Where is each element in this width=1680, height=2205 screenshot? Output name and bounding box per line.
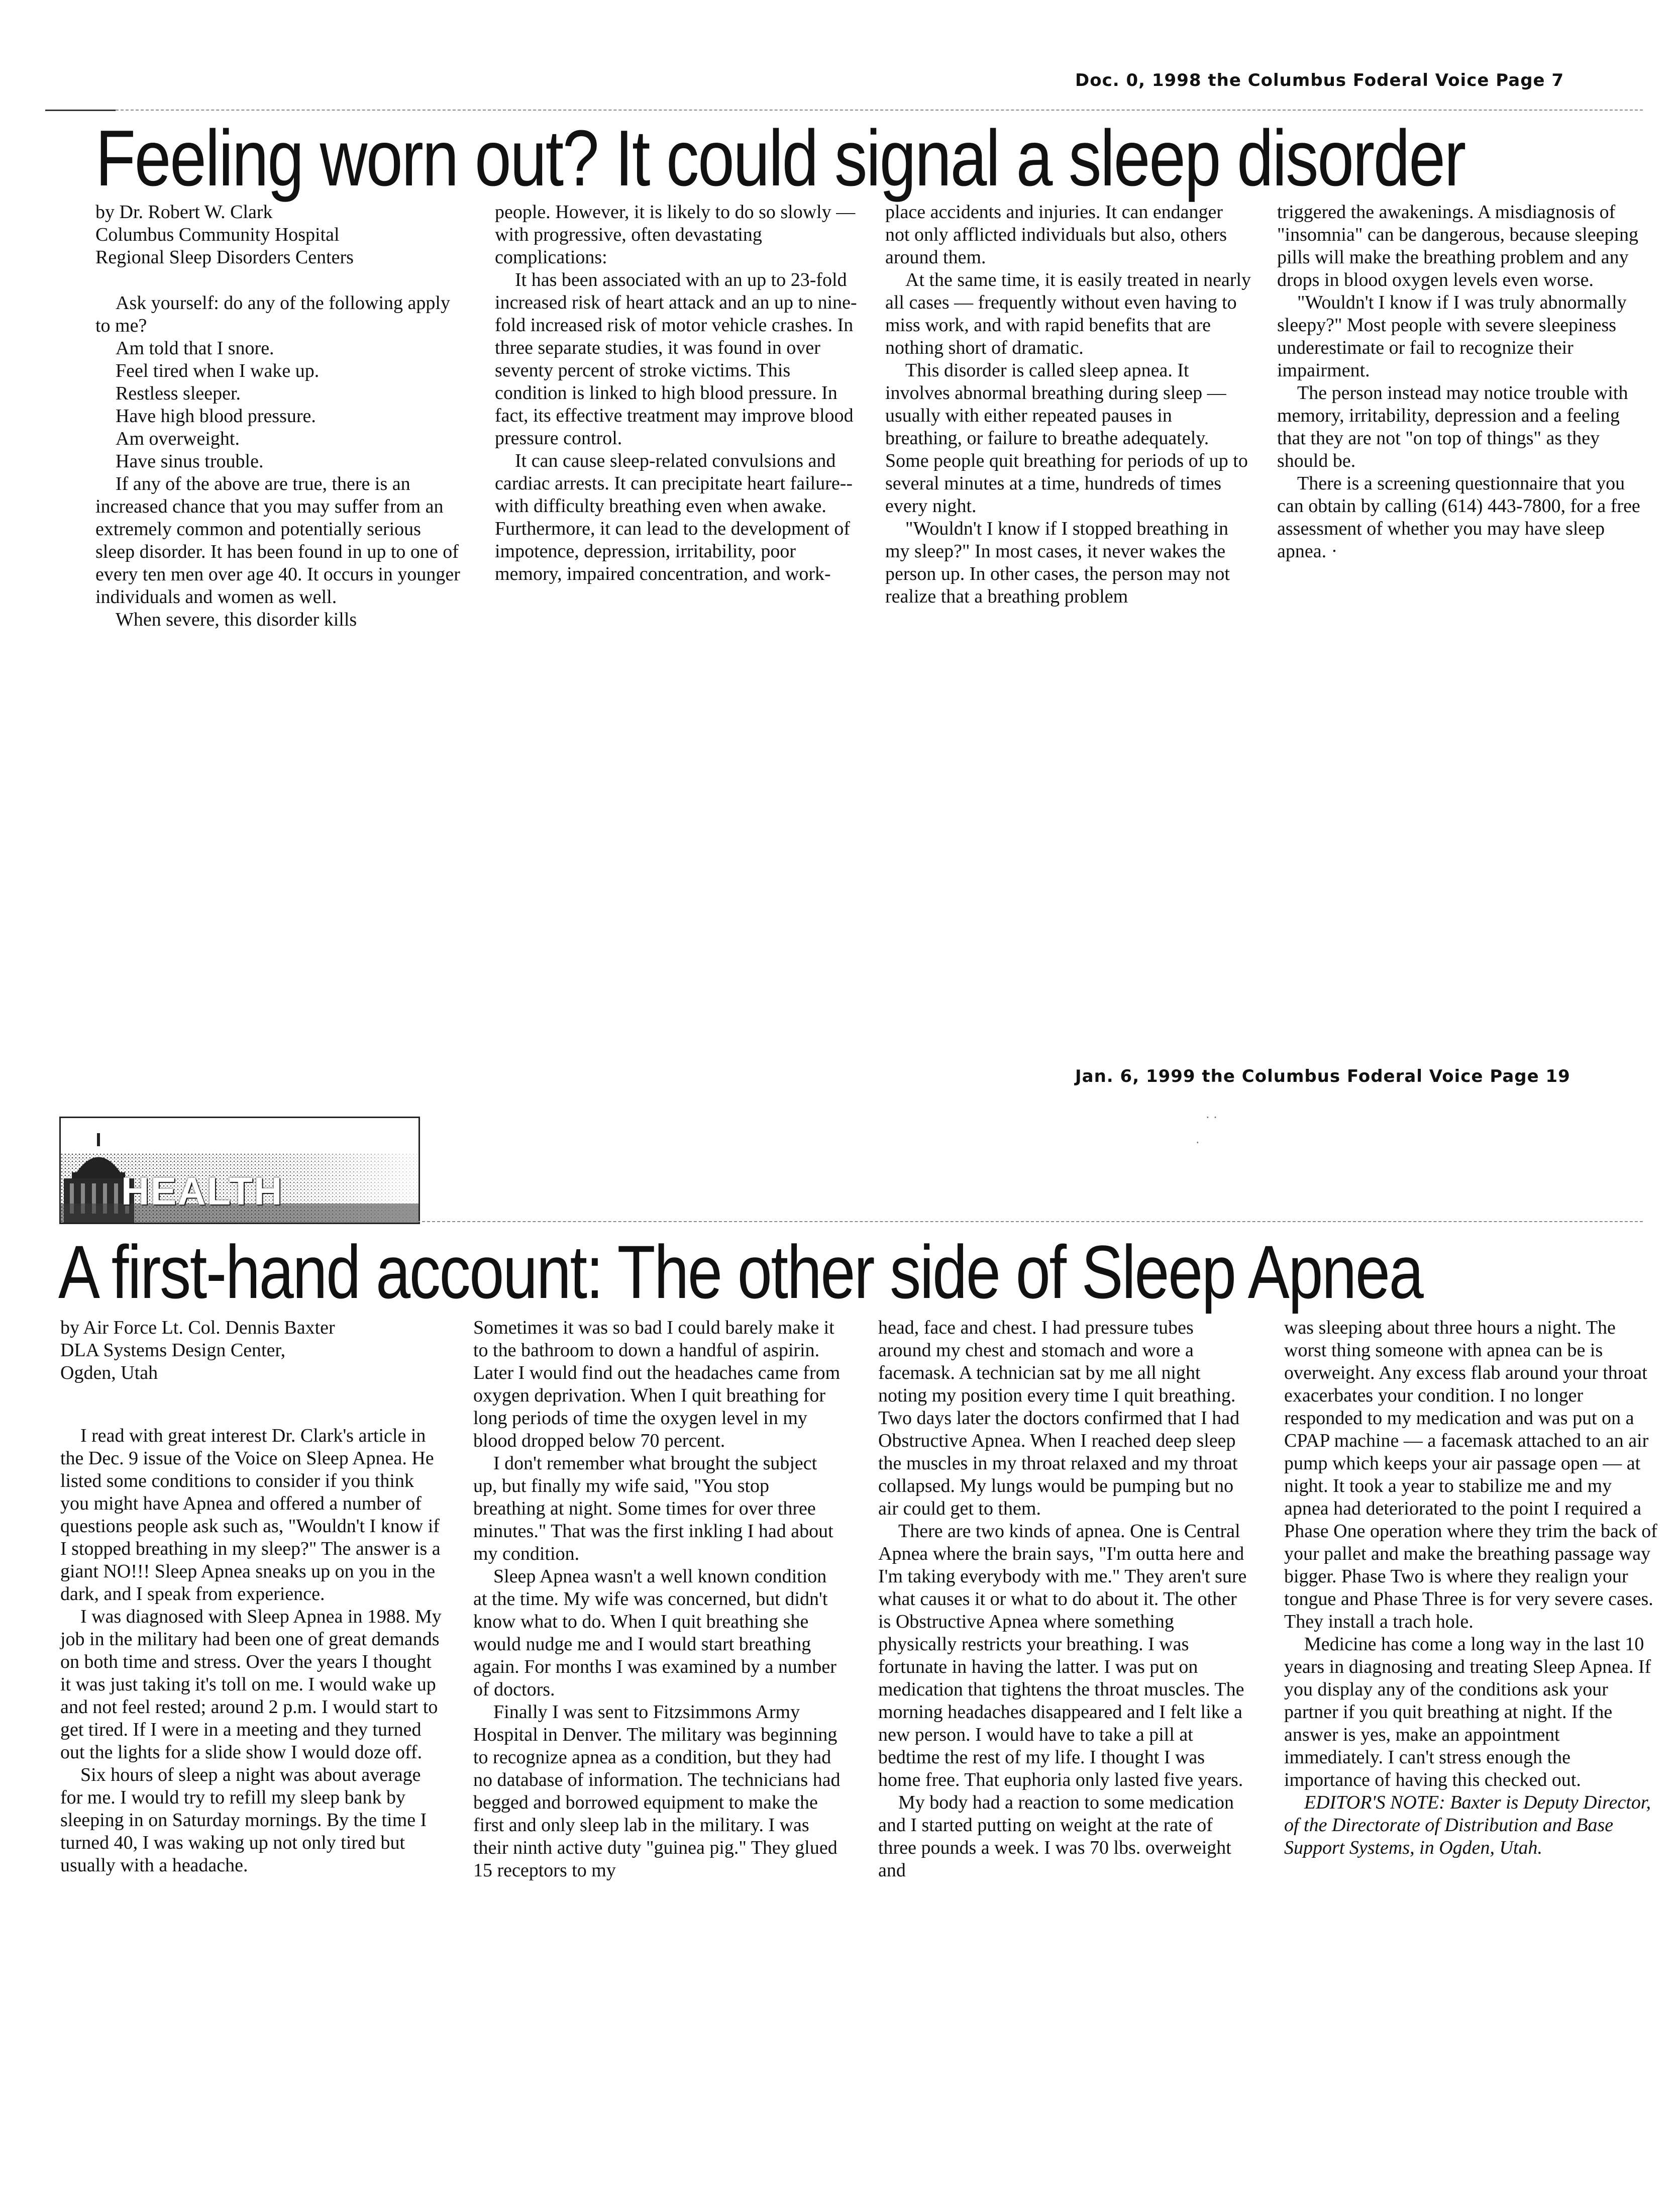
article2-col3 <box>878 1317 1250 1882</box>
health-section-banner <box>59 1117 420 1224</box>
byline-1-line: Regional Sleep Disorders Centers <box>95 247 354 268</box>
byline-2-line: Ogden, Utah <box>60 1362 158 1383</box>
checklist-item: Am told that I snore. <box>116 338 274 359</box>
paragraph: Sleep Apnea wasn't a well known condition at the time. My wife was concerned, but didn't know what to do. When I quit breathing she would nudge me and I would start breathing again. For months I was examined by a number of doctors. <box>473 1566 836 1700</box>
byline-1 <box>95 201 462 269</box>
folio-top: Doc. 0, 1998 the Columbus Foderal Voice Page 7 <box>1075 70 1564 90</box>
byline-2-line: by Air Force Lt. Col. Dennis Baxter <box>60 1317 335 1338</box>
paragraph: "Wouldn't I know if I stopped breathing in my sleep?" In most cases, it never wakes the person up. In other cases, the person may not realize that a breathing problem <box>885 518 1230 607</box>
checklist-item: Restless sleeper. <box>116 383 241 404</box>
paragraph: I was diagnosed with Sleep Apnea in 1988. My job in the military had been one of great demands on both time and stress. Over the years I thought it was just taking it's toll on me. I would wake up and not feel rested; around 2 p.m. I would start to get tired. If I were in a meeting and they turned out the lights for a slide show I would doze off. <box>60 1606 442 1763</box>
paragraph: triggered the awakenings. A misdiagnosis of "insomnia" can be dangerous, because sleeping pills will make the breathing problem and any drops in blood oxygen levels even worse. <box>1277 202 1639 290</box>
paragraph: It can cause sleep-related convulsions and cardiac arrests. It can precipitate heart failure--with difficulty breathing even when awake. Furthermore, it can lead to the development of impotence, depression, irritability, poor memory, impaired concentration, and work- <box>495 450 853 584</box>
article1-col3 <box>885 201 1252 608</box>
paragraph: It has been associated with an up to 23-fold increased risk of heart attack and an up to nine-fold increased risk of motor vehicle crashes. In three separate studies, it was found in over seventy percent of stroke victims. This condition is linked to high blood pressure. In fact, its effective treatment may improve blood pressure control. <box>495 269 857 449</box>
paragraph: Finally I was sent to Fitzsimmons Army Hospital in Denver. The military was beginning to recognize apnea as a condition, but they had no database of information. The technicians had begged and borrowed equipment to make the first and only sleep lab in the military. I was their ninth active duty "guinea pig." They glued 15 receptors to my <box>473 1701 841 1881</box>
byline-2 <box>60 1317 442 1384</box>
article2-col1 <box>60 1317 442 1877</box>
checklist-item: Have sinus trouble. <box>116 451 264 472</box>
paragraph: The person instead may notice trouble with memory, irritability, depression and a feeling that they are not "on top of things" as they should be. <box>1277 382 1628 471</box>
paragraph: place accidents and injuries. It can endanger not only afflicted individuals but also, others around them. <box>885 202 1227 268</box>
health-section-label: HEALTH <box>121 1169 283 1213</box>
paragraph: people. However, it is likely to do so slowly — with progressive, often devastating complications: <box>495 202 856 268</box>
checklist-item: Feel tired when I wake up. <box>116 360 320 381</box>
byline-2-line: DLA Systems Design Center, <box>60 1340 286 1361</box>
paragraph: was sleeping about three hours a night. The worst thing someone with apnea can be is overweight. Any excess flab around your throat exacerbates your condition. I no longer responded to my medication and was put on a CPAP machine — a facemask attached to an air pump which keeps your air passage open — at night. It took a year to stabilize me and my apnea had deteriorated to the point I required a Phase One operation where they trim the back of your pallet and make the breathing passage way bigger. Phase Two is where they realign your tongue and Phase Three is for very severe cases. They install a trach hole. <box>1284 1317 1657 1632</box>
paragraph: At the same time, it is easily treated in nearly all cases — frequently without even having to miss work, and with rapid benefits that are nothing short of dramatic. <box>885 269 1251 358</box>
section-rule <box>417 1221 1643 1222</box>
paragraph: Six hours of sleep a night was about average for me. I would try to refill my sleep bank by sleeping in on Saturday mornings. By the time I turned 40, I was waking up not only tired but usually with a headache. <box>60 1764 427 1876</box>
paragraph: Sometimes it was so bad I could barely make it to the bathroom to down a handful of aspirin. Later I would find out the headaches came from oxygen deprivation. When I quit breathing for long periods of time the oxygen level in my blood dropped below 70 percent. <box>473 1317 841 1451</box>
paragraph: If any of the above are true, there is an increased chance that you may suffer from an extremely common and potentially serious sleep disorder. It has been found in up to one of every ten men over age 40. It occurs in younger individuals and women as well. <box>95 473 460 608</box>
article2-col4 <box>1284 1317 1658 1859</box>
paragraph: There is a screening questionnaire that you can obtain by calling (614) 443-7800, for a free assessment of whether you may have sleep apnea. · <box>1277 473 1640 562</box>
scan-speck: · · <box>1206 1111 1217 1125</box>
article1-col2 <box>495 201 862 585</box>
headline-2: A first-hand account: The other side of Sleep Apnea <box>58 1230 1423 1314</box>
article1-col4 <box>1277 201 1644 563</box>
paragraph: I don't remember what brought the subject up, but finally my wife said, "You stop breathing at night. Some times for over three minutes." That was the first inkling I had about my condition. <box>473 1453 833 1564</box>
paragraph: head, face and chest. I had pressure tubes around my chest and stomach and wore a facemask. A technician sat by me all night noting my position every time I quit breathing. Two days later the doctors confirmed that I had Obstructive Apnea. When I reached deep sleep the muscles in my throat relaxed and my throat collapsed. My lungs would be pumping but no air could get to them. <box>878 1317 1240 1519</box>
top-rule <box>116 110 1643 111</box>
checklist-item: Am overweight. <box>116 428 240 449</box>
editor-note: EDITOR'S NOTE: Baxter is Deputy Director, of the Directorate of Distribution and Base Support Systems, in Ogden, Utah. <box>1284 1792 1651 1858</box>
byline-1-line: by Dr. Robert W. Clark <box>95 202 273 223</box>
paragraph: Ask yourself: do any of the following apply to me? <box>95 292 450 336</box>
paragraph: This disorder is called sleep apnea. It involves abnormal breathing during sleep — usually with either repeated pauses in breathing, or failure to breathe adequately. Some people quit breathing for periods of up to several minutes at a time, hundreds of times every night. <box>885 360 1248 517</box>
article2-col2 <box>473 1317 845 1882</box>
scan-speck: · <box>1196 1136 1200 1150</box>
paragraph: My body had a reaction to some medication and I started putting on weight at the rate of three pounds a week. I was 70 lbs. overweight and <box>878 1792 1234 1881</box>
paragraph: When severe, this disorder kills <box>116 609 357 630</box>
folio-bottom: Jan. 6, 1999 the Columbus Foderal Voice Page 19 <box>1075 1066 1570 1086</box>
checklist-item: Have high blood pressure. <box>116 406 316 427</box>
paragraph: "Wouldn't I know if I was truly abnormally sleepy?" Most people with severe sleepiness underestimate or fail to recognize their impairment. <box>1277 292 1627 381</box>
paragraph: There are two kinds of apnea. One is Central Apnea where the brain says, "I'm outta here and I'm taking everybody with me." They aren't sure what causes it or what to do about it. The other is Obstructive Apnea where something physically restricts your breathing. I was fortunate in having the latter. I was put on medication that tightens the throat muscles. The morning headaches disappeared and I felt like a new person. I would have to take a pill at bedtime the rest of my life. I thought I was home free. That euphoria only lasted five years. <box>878 1521 1247 1790</box>
paragraph: I read with great interest Dr. Clark's article in the Dec. 9 issue of the Voice on Sleep Apnea. He listed some conditions to consider if you think you might have Apnea and offered a number of questions people ask such as, "Wouldn't I know if I stopped breathing in my sleep?" The answer is a giant NO!!! Sleep Apnea sneaks up on you in the dark, and I speak from experience. <box>60 1425 441 1605</box>
top-rule-left <box>45 110 116 111</box>
paragraph: Medicine has come a long way in the last 10 years in diagnosing and treating Sleep Apnea. If you display any of the conditions ask your partner if you quit breathing at night. If the answer is yes, make an appointment immediately. I can't stress enough the importance of having this checked out. <box>1284 1634 1651 1790</box>
byline-1-line: Columbus Community Hospital <box>95 224 340 245</box>
headline-1: Feeling worn out? It could signal a sleep disorder <box>95 114 1465 203</box>
article1-col1 <box>95 201 462 631</box>
